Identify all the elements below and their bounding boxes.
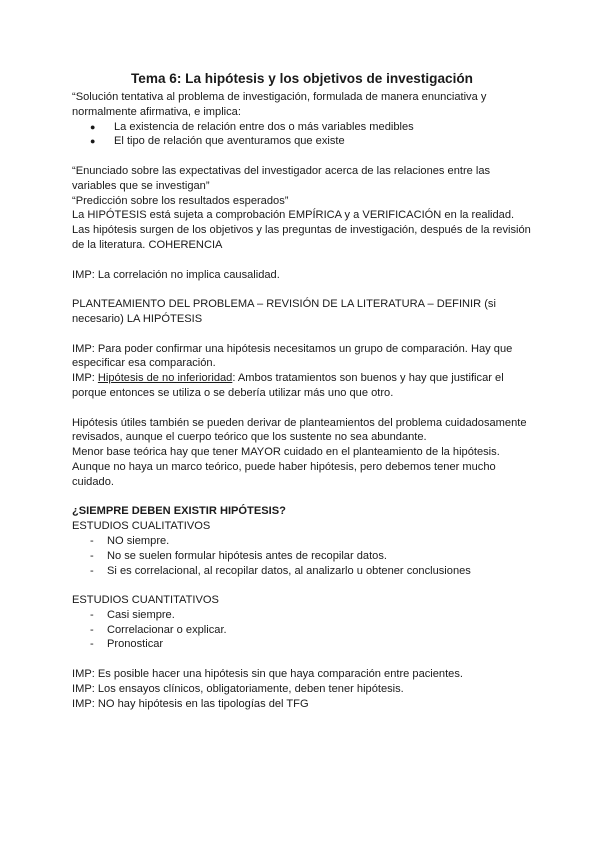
imp-prefix: IMP:: [72, 372, 98, 385]
list-item: - NO siempre.: [90, 534, 532, 549]
definition-paragraph: La HIPÓTESIS está sujeta a comprobación EMPÍRICA y a VERIFICACIÓN en la realidad.: [72, 209, 515, 222]
useful-paragraph: Hipótesis útiles también se pueden derivar de planteamientos del problema cuidadosamente revisados, aunque el cuerpo teórico que los sustente no sea abundante.: [72, 416, 527, 444]
planteamiento-sequence: PLANTEAMIENTO DEL PROBLEMA – REVISIÓN DE LA LITERATURA – DEFINIR (si necesario) LA HIPÓTESIS: [72, 298, 496, 325]
final-imp-note: IMP: Es posible hacer una hipótesis sin que haya comparación entre pacientes.: [72, 668, 463, 681]
list-item: ● La existencia de relación entre dos o más variables medibles: [102, 120, 532, 135]
intro-text: “Solución tentativa al problema de investigación, formulada de manera enunciativa y normalmente afirmativa, e implica:: [72, 91, 487, 118]
noinferiority-term: Hipótesis de no inferioridad: [97, 372, 233, 385]
document-page: [72, 70, 532, 711]
list-item: - No se suelen formular hipótesis antes de recopilar datos.: [90, 549, 532, 564]
final-imp-note: IMP: NO hay hipótesis en las tipologías del TFG: [72, 697, 309, 710]
intro-bullet-list: [72, 120, 532, 150]
list-item: ● El tipo de relación que aventuramos que existe: [102, 134, 532, 149]
document-title: Tema 6: La hipótesis y los objetivos de investigación: [131, 71, 473, 86]
quantitative-heading: ESTUDIOS CUANTITATIVOS: [72, 594, 219, 607]
imp-noinferiority-note: [72, 371, 532, 401]
imp-correlation-note: IMP: La correlación no implica causalidad.: [72, 268, 280, 281]
final-imp-note: IMP: Los ensayos clínicos, obligatoriamente, deben tener hipótesis.: [72, 682, 404, 695]
quantitative-list: [72, 608, 532, 652]
definition-paragraph: Las hipótesis surgen de los objetivos y las preguntas de investigación, después de la revisión de la literatura. COHERENCIA: [72, 224, 531, 251]
section-question-heading: ¿SIEMPRE DEBEN EXISTIR HIPÓTESIS?: [72, 505, 286, 518]
list-item: - Pronosticar: [90, 637, 532, 652]
useful-paragraph: Aunque no haya un marco teórico, puede haber hipótesis, pero debemos tener mucho cuidado.: [72, 460, 496, 488]
noinferiority-text: : Ambos tratamientos son buenos y hay que justificar el porque entonces se utiliza o se debería utilizar más uno que otro.: [72, 372, 504, 399]
definition-paragraph: “Predicción sobre los resultados esperados”: [72, 194, 289, 207]
qualitative-heading: ESTUDIOS CUALITATIVOS: [72, 520, 211, 533]
list-item: - Casi siempre.: [90, 608, 532, 623]
definition-paragraph: “Enunciado sobre las expectativas del investigador acerca de las relaciones entre las variables que se investigan”: [72, 164, 491, 192]
list-item: - Correlacionar o explicar.: [90, 623, 532, 638]
useful-paragraph: Menor base teórica hay que tener MAYOR cuidado en el planteamiento de la hipótesis.: [72, 446, 500, 459]
qualitative-list: [72, 534, 532, 578]
imp-comparison-note: IMP: Para poder confirmar una hipótesis necesitamos un grupo de comparación. Hay que especificar esa comparación.: [72, 342, 513, 370]
list-item: - Si es correlacional, al recopilar datos, al analizarlo u obtener conclusiones: [90, 564, 532, 579]
